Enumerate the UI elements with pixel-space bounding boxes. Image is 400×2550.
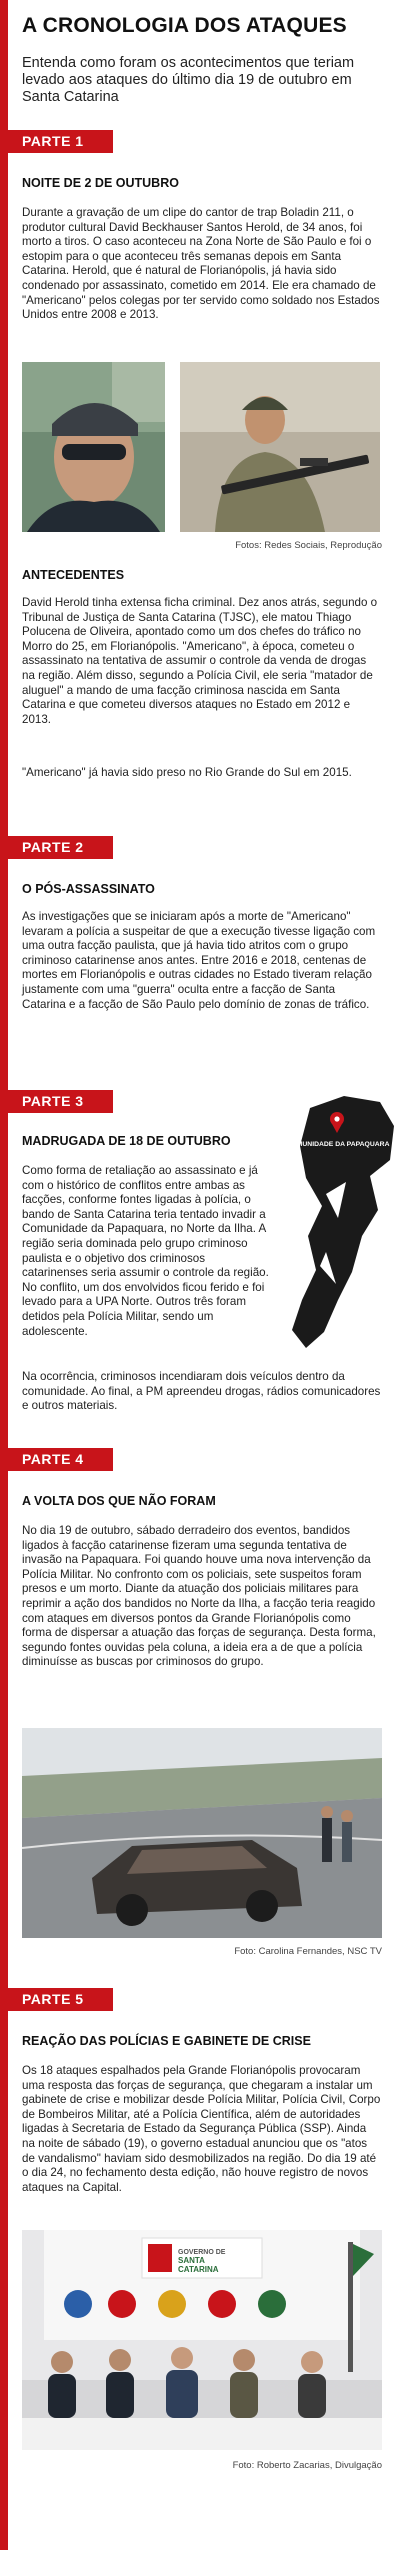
lead-text: Entenda como foram os acontecimentos que teriam levado aos ataques do último dia 19 de outubro em Santa Catarina: [22, 55, 355, 105]
part-5-paragraph: Os 18 ataques espalhados pela Grande Florianópolis provocaram uma resposta das forças de segurança, que chegaram a instalar um gabinete de crise e mobilizar desde Polícia Militar, Polícia Civil, Corpo de Bombeiros Militar, até a Polícia Científica, além de autoridades ligadas à Secretaria de Estado da Segurança Pública (SSP). Ainda na noite de sábado (19), o governo estadual anunciou que os "atos de vandalismo" haviam sido desmobilizados na região. Do dia 19 até o dia 24, no fechamento desta edição, não houve registro de novos ataques na Capital.: [22, 2064, 381, 2194]
part-5-heading: REAÇÃO DAS POLÍCIAS E GABINETE DE CRISE: [22, 2034, 311, 2048]
part-4-paragraph: No dia 19 de outubro, sábado derradeiro dos eventos, bandidos ligados à facção catarinense fizeram uma segunda tentativa de invasão na Papaquara. Foi quando houve uma nova intervenção da Polícia Militar. No confronto com os policiais, sete suspeitos foram presos e um morto. Diante da atuação dos policiais militares para reprimir a ação dos bandidos no Norte da Ilha, a facção teria reagido com ataques em diversos pontos da Grande Florianópolis como forma de dispersar a atuação das forças de segurança. Desta forma, segundo fontes ouvidas pela coluna, a ideia era a de que a polícia diminuísse as buscas por criminosos do grupo.: [22, 1524, 376, 1669]
backdrop-line-1: GOVERNO DE: [178, 2249, 226, 2256]
backdrop-line-2: SANTA: [178, 2256, 205, 2265]
burned-car-photo: [22, 1728, 382, 1938]
part-1-badge: PARTE 1: [8, 130, 113, 153]
part-1-paragraph: Durante a gravação de um clipe do cantor de trap Boladin 211, o produtor cultural David Beckhauser Santos Herold, de 34 anos, foi morto a tiros. O caso aconteceu na Zona Norte de São Paulo e foi o estopim para o que aconteceu três semanas depois em Santa Catarina. Herold, que é natural de Florianópolis, já havia sido condenado por assassinato, cometido em 2014. Ele era chamado de "Americano" pelos colegas por ter servido como soldado nos Estados Unidos entre 2008 e 2013.: [22, 206, 380, 322]
part-3-badge: PARTE 3: [8, 1090, 113, 1113]
part-1-heading: NOITE DE 2 DE OUTUBRO: [22, 176, 179, 190]
part-4-heading: A VOLTA DOS QUE NÃO FORAM: [22, 1494, 216, 1508]
papaquara-map: [282, 1086, 400, 1356]
part-4-badge: PARTE 4: [8, 1448, 113, 1471]
antecedentes-paragraph-2: "Americano" já havia sido preso no Rio Grande do Sul em 2015.: [22, 766, 352, 779]
part-3-paragraph-1: Como forma de retaliação ao assassinato e já com o histórico de conflitos entre ambas as facções, conforme fontes ligadas à polícia, o bando de Santa Catarina teria tentado invadir a Comunidade da Papaquara, no Norte da Ilha. A região seria dominada pelo grupo criminoso paulista e o objetivo dos criminosos catarinenses seria assumir o controle da região. No conflito, um dos envolvidos ficou ferido e foi levado para a UPA Norte. Outros três foram detidos pela Polícia Militar, sendo um adolescente.: [22, 1164, 269, 1338]
part-3-paragraph-2: Na ocorrência, criminosos incendiaram dois veículos dentro da comunidade. Ao final, a PM apreendeu drogas, rádios comunicadores e outros materiais.: [22, 1370, 381, 1413]
antecedentes-heading: ANTECEDENTES: [22, 568, 125, 582]
part-2-badge: PARTE 2: [8, 836, 113, 859]
victim-soldier-photo: [180, 362, 380, 532]
part-2-paragraph: As investigações que se iniciaram após a morte de "Americano" levaram a polícia a suspeitar de que a execução tivesse ligação com uma outra facção paulista, que já havia tido atritos com o grupo criminoso catarinense anos antes. Entre 2016 e 2018, centenas de mortes em Florianópolis e outras cidades no Estado tiveram relação justamente com uma "guerra" oculta entre a facção de Santa Catarina e a facção de São Paulo pelo domínio de zonas de tráfico.: [22, 910, 376, 1011]
antecedentes-paragraph-1: David Herold tinha extensa ficha criminal. Dez anos atrás, segundo o Tribunal de Justiça de Santa Catarina (TJSC), ele matou Thiago Polucena de Oliveira, apontado como um dos chefes do tráfico no Morro do 25, em Florianópolis. "Americano", à época, cometeu o assassinato na tentativa de assumir o controle da venda de drogas na região. Além disso, segundo a Polícia Civil, ele seria "matador de aluguel" a mando de uma facção criminosa nascida em Santa Catarina e que cometeu diversos ataques no Estado em 2012 e 2013.: [22, 596, 378, 726]
left-accent-bar: [0, 0, 8, 2550]
part-3-heading: MADRUGADA DE 18 DE OUTUBRO: [22, 1134, 231, 1148]
part-5-badge: PARTE 5: [8, 1988, 113, 2011]
part-1-photo-caption: Fotos: Redes Sociais, Reprodução: [235, 540, 382, 551]
backdrop-line-3: CATARINA: [178, 2265, 219, 2274]
part-5-photo-caption: Foto: Roberto Zacarias, Divulgação: [232, 2460, 382, 2471]
part-2-heading: O PÓS-ASSASSINATO: [22, 882, 155, 896]
page-title: A CRONOLOGIA DOS ATAQUES: [22, 14, 347, 37]
map-label: COMUNIDADE DA PAPAQUARA: [286, 1141, 390, 1148]
victim-selfie-photo: [22, 362, 165, 532]
crisis-cabinet-photo: [22, 2230, 382, 2450]
part-4-photo-caption: Foto: Carolina Fernandes, NSC TV: [234, 1946, 382, 1957]
